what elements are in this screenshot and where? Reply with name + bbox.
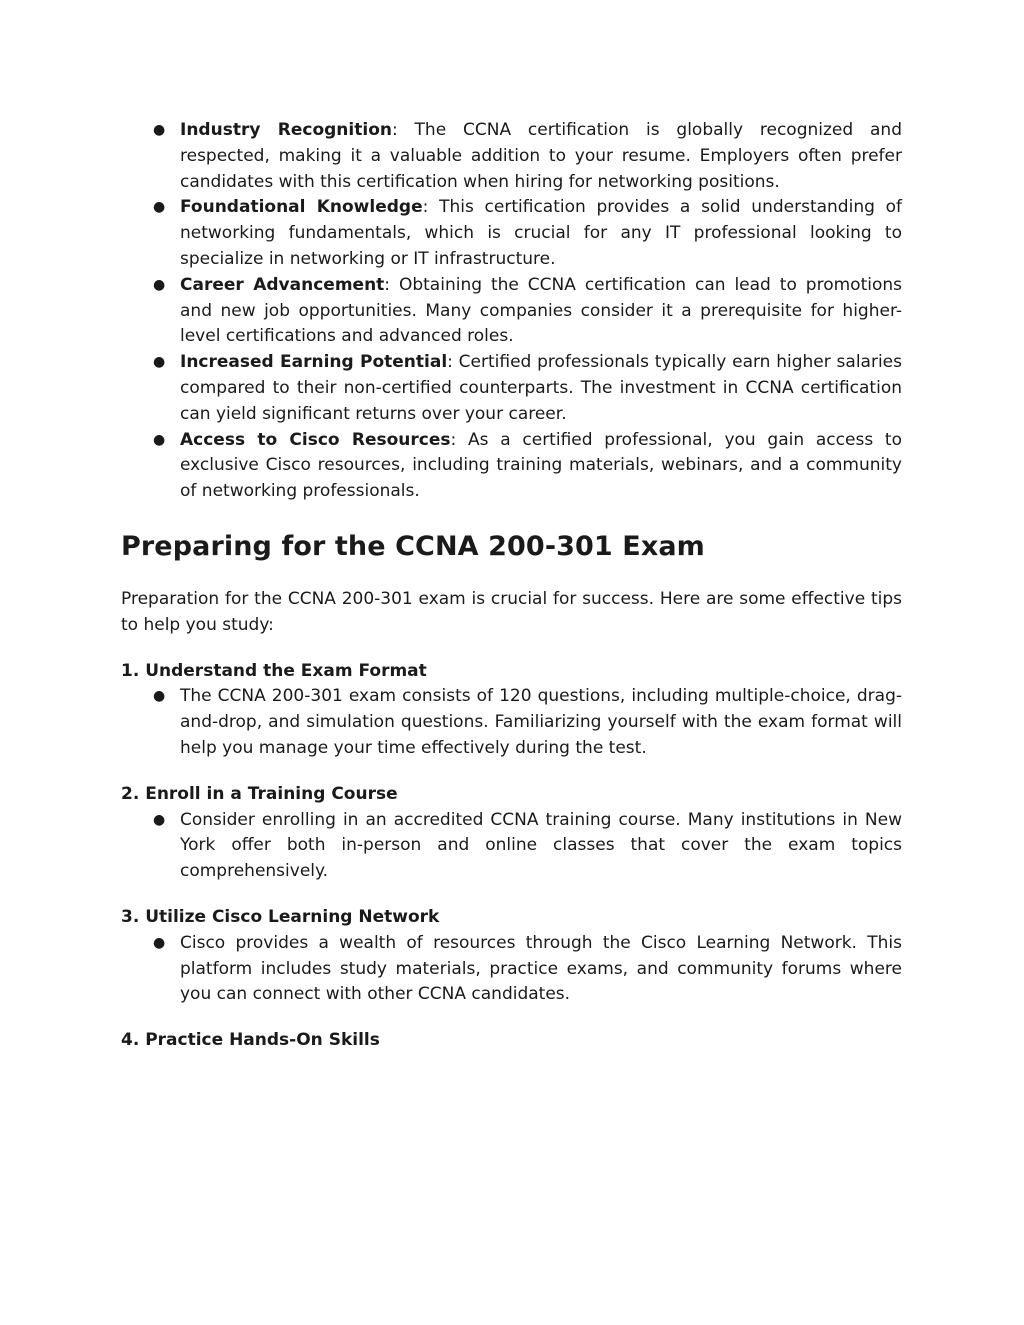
document-page <box>121 118 902 1054</box>
benefit-term: Foundational Knowledge <box>180 197 423 218</box>
list-item <box>121 808 902 885</box>
step-text: Consider enrolling in an accredited CCNA training course. Many institutions in New York offer both in-person and online classes that cover the exam topics comprehensively. <box>180 809 902 882</box>
step-heading: 3. Utilize Cisco Learning Network <box>121 906 440 927</box>
step-heading: 2. Enroll in a Training Course <box>121 783 398 804</box>
benefit-text: : The CCNA certification is globally recognized and respected, making it a valuable addition to your resume. Employers often prefer candidates with this certification when hiring for networking positions. <box>180 120 902 192</box>
bullet-icon: ● <box>153 199 166 216</box>
list-item <box>121 273 902 350</box>
bullet-icon: ● <box>153 431 166 448</box>
step-heading: 4. Practice Hands-On Skills <box>121 1030 380 1051</box>
benefit-term: Increased Earning Potential <box>180 352 448 373</box>
step-list <box>121 931 902 1008</box>
benefits-list <box>121 118 902 505</box>
section-intro: Preparation for the CCNA 200-301 exam is crucial for success. Here are some effective tips to help you study: <box>121 588 902 635</box>
benefit-term: Industry Recognition <box>180 120 392 140</box>
bullet-icon: ● <box>153 934 166 951</box>
step-heading: 1. Understand the Exam Format <box>121 660 427 681</box>
step-text: Cisco provides a wealth of resources through the Cisco Learning Network. This platform includes study materials, practice exams, and community forums where you can connect with other CCNA candidates. <box>180 932 902 1005</box>
bullet-icon: ● <box>153 354 166 371</box>
list-item <box>121 195 902 272</box>
list-item <box>121 118 902 195</box>
section-heading: Preparing for the CCNA 200-301 Exam <box>121 530 705 562</box>
list-item <box>121 684 902 761</box>
step-text: The CCNA 200-301 exam consists of 120 questions, including multiple-choice, drag-and-drop, and simulation questions. Familiarizing yourself with the exam format will help you manage your time effectively during the test. <box>180 686 902 758</box>
bullet-icon: ● <box>153 811 166 828</box>
bullet-icon: ● <box>153 276 166 293</box>
bullet-icon: ● <box>153 122 166 138</box>
benefit-term: Career Advancement <box>180 274 385 295</box>
benefit-text: : This certification provides a solid understanding of networking fundamentals, which is crucial for any IT professional looking to specialize in networking or IT infrastructure. <box>180 197 902 269</box>
step-list <box>121 808 902 885</box>
list-item <box>121 350 902 427</box>
list-item <box>121 428 902 505</box>
benefit-text: : Certified professionals typically earn higher salaries compared to their non-certified counterparts. The investment in CCNA certification can yield significant returns over your career. <box>180 352 902 424</box>
benefit-text: : Obtaining the CCNA certification can lead to promotions and new job opportunities. Many companies consider it a prerequisite for higher-level certifications and advanced roles. <box>180 274 902 347</box>
bullet-icon: ● <box>153 688 166 705</box>
benefit-term: Access to Cisco Resources <box>180 429 451 450</box>
benefit-text: : As a certified professional, you gain access to exclusive Cisco resources, including training materials, webinars, and a community of networking professionals. <box>180 429 902 502</box>
step-list <box>121 684 902 761</box>
list-item <box>121 931 902 1008</box>
